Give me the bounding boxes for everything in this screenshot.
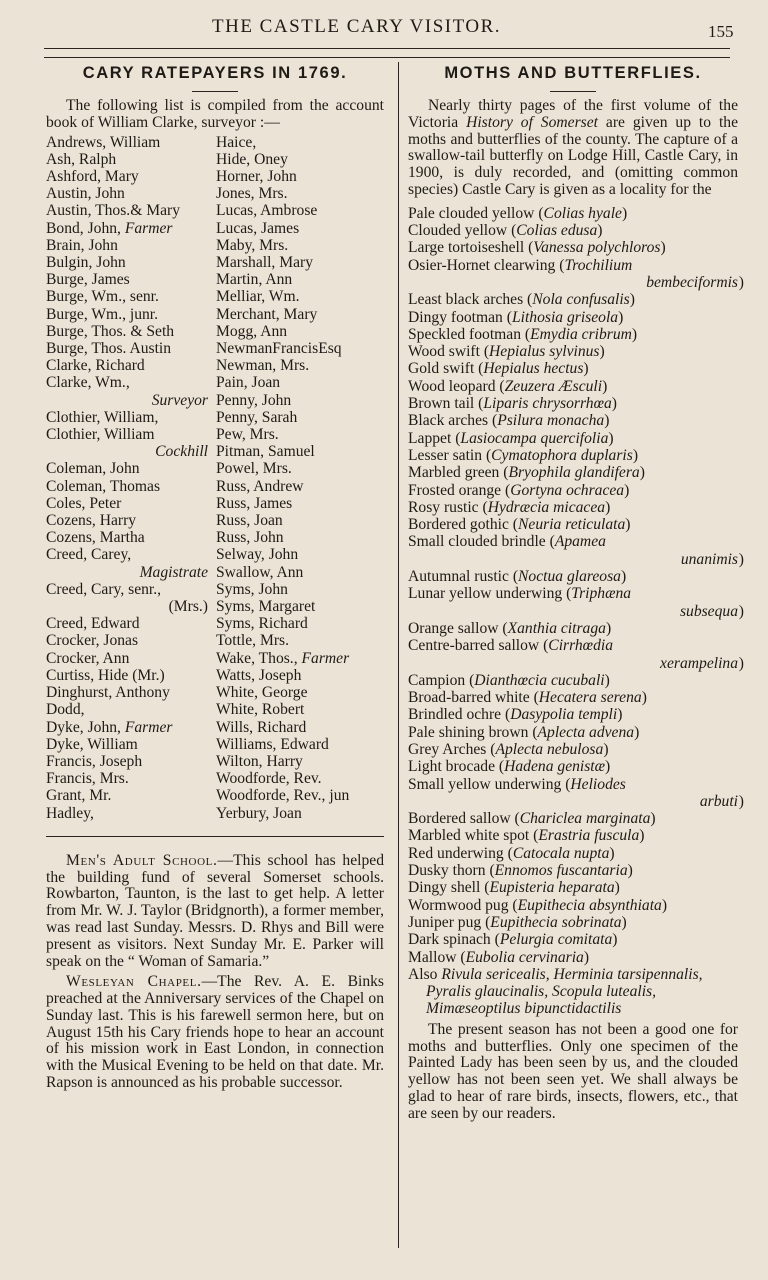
ratepayer-name-left: Clarke, Wm., <box>46 374 130 392</box>
ratepayer-name-right: Hide, Oney <box>216 150 288 168</box>
moth-entry: Autumnal rustic (Noctua glareosa) <box>408 568 627 586</box>
wesleyan-chapel-title: Wesleyan Chapel. <box>66 973 202 991</box>
moth-entry: Dingy footman (Lithosia griseola) <box>408 308 624 326</box>
ratepayer-name-left: Ashford, Mary <box>46 168 139 185</box>
moths-intro-end: are given up to the moths and butterflies of the county. The capture of a swallow-tail butterfly on Lodge Hill, Castle Cary, in 1900, is duly recorded, and (omitting common species) Castle Cary is given as a locality for the <box>408 113 739 198</box>
moth-common-name: Frosted orange <box>408 481 502 499</box>
moth-common-name: Wormwood pug <box>408 896 509 914</box>
adult-school-title: Men's Adult School. <box>66 851 218 869</box>
also-species: Rivula sericealis, Herminia tarsipennalis, Pyralis glaucinalis, Scopula lutealis, Mimæseoptilus bipunctidactilis <box>426 965 703 1018</box>
ratepayer-name-right: Woodforde, Rev., jun <box>216 787 350 805</box>
ratepayer-row <box>46 787 384 804</box>
moth-entry: Campion (Dianthœcia cucubali) <box>408 671 610 689</box>
moth-latin-name: Aplecta advena <box>537 723 635 741</box>
moths-intro-start: Nearly thirty pages of the first volume of the Victoria <box>408 97 738 131</box>
ratepayer-name-right: Pain, Joan <box>216 374 281 392</box>
moths-intro <box>408 98 738 199</box>
ratepayer-name-right: Powel, Mrs. <box>216 460 292 478</box>
moth-latin-name: Dianthœcia cucubali <box>474 671 605 689</box>
ratepayer-row <box>46 254 384 271</box>
moth-entry: Lesser satin (Cymatophora duplaris) <box>408 446 639 464</box>
ratepayer-row <box>46 185 384 202</box>
moth-latin-name: Eupisteria heparata <box>489 879 615 897</box>
ratepayer-name-left: Bond, John, Farmer <box>46 219 173 237</box>
moth-entry: Speckled footman (Emydia cribrum) <box>408 325 638 343</box>
ratepayer-name-right: Pew, Mrs. <box>216 426 279 444</box>
ratepayer-name-right: NewmanFrancisEsq <box>216 340 342 358</box>
ratepayer-name-left: (Mrs.) <box>168 598 208 616</box>
ratepayer-name-right: Syms, John <box>216 580 288 598</box>
moth-latin-name: Lithosia griseola <box>511 308 619 326</box>
ratepayer-name-left: Brain, John <box>46 236 118 254</box>
moth-latin-name: Hepialus sylvinus <box>489 343 600 361</box>
moth-latin-name: Eupithecia sobrinata <box>490 913 622 931</box>
ratepayer-row <box>46 323 384 340</box>
ratepayer-name-right: Wills, Richard <box>216 718 307 736</box>
moth-latin-name: Apamea <box>554 533 606 551</box>
moth-common-name: Speckled footman <box>408 325 522 343</box>
ratepayer-name-left: Clarke, Richard <box>46 357 145 375</box>
ratepayer-name-right: Swallow, Ann <box>216 563 304 581</box>
ratepayer-name-right: Penny, Sarah <box>216 408 298 426</box>
moth-entry: Dusky thorn (Ennomos fuscantaria) <box>408 862 633 880</box>
ratepayer-name-right: Haice, <box>216 133 257 151</box>
moth-entry: Wormwood pug (Eupithecia absynthiata) <box>408 896 668 914</box>
ratepayer-name-right: Newman, Mrs. <box>216 357 310 375</box>
ratepayer-row <box>46 753 384 770</box>
ratepayer-name-right: Lucas, Ambrose <box>216 202 318 220</box>
moth-common-name: Large tortoiseshell <box>408 239 525 257</box>
ratepayer-row <box>46 357 384 374</box>
moth-common-name: Marbled white spot <box>408 827 530 845</box>
wesleyan-chapel-paragraph <box>46 974 384 1092</box>
heading-rule <box>192 91 238 92</box>
moth-latin-name: Eubolia cervinaria <box>465 948 584 966</box>
header-rule <box>44 48 730 49</box>
ratepayer-name-left: Clothier, William <box>46 426 155 444</box>
ratepayer-row <box>46 220 384 237</box>
moth-common-name: Campion <box>408 671 466 689</box>
moth-common-name: Osier-Hornet clearwing <box>408 256 556 274</box>
ratepayer-row <box>46 598 384 615</box>
ratepayer-name-right: Woodforde, Rev. <box>216 770 322 788</box>
moth-entry: Broad-barred white (Hecatera serena) <box>408 689 647 707</box>
also-entry <box>408 966 738 1018</box>
ratepayer-name-right: White, Robert <box>216 701 305 719</box>
ratepayer-row <box>46 202 384 219</box>
ratepayer-row <box>46 615 384 632</box>
ratepayer-row <box>46 288 384 305</box>
ratepayer-name-left: Burge, James <box>46 271 130 289</box>
moth-latin-name: Nola confusalis <box>532 291 630 309</box>
ratepayer-name-left: Dinghurst, Anthony <box>46 684 170 702</box>
moth-entry: Bordered gothic (Neuria reticulata) <box>408 516 631 534</box>
adult-school-paragraph <box>46 853 384 971</box>
moth-latin-name: Gortyna ochracea <box>510 481 625 499</box>
moth-latin-name: Hydræcia micacea <box>487 498 606 516</box>
ratepayer-row <box>46 667 384 684</box>
ratepayer-name-left: Burge, Wm., junr. <box>46 305 159 323</box>
moth-entry: Light brocade (Hadena genistæ) <box>408 758 611 776</box>
ratepayer-row <box>46 495 384 512</box>
adult-school-text: —This school has helped the building fund of several Somerset schools. Rowbarton, Taunton, is the last to get help. A letter from Mr. W. J. Taylor (Bridgnorth), a former member, was read last Sunday. Messrs. D. Rhys and Bill were present as visitors. Next Sunday Mr. E. Parker will speak on the “ Woman of Samaria.” <box>46 851 385 970</box>
ratepayer-name-right: Syms, Richard <box>216 615 308 633</box>
moth-common-name: Juniper pug <box>408 913 482 931</box>
ratepayer-name-left: Austin, John <box>46 185 125 203</box>
ratepayer-name-left: Creed, Carey, <box>46 546 132 564</box>
wesleyan-chapel-text: —The Rev. A. E. Binks preached at the Anniversary services of the Chapel on Sunday last. This is his farewell sermon here, but on August 15th his Cary friends hope to hear an account of his mission work in East London, in connection with the Musical Evening to be held on that date. Mr. Rapson is announced as his probable successor. <box>46 973 384 1092</box>
moth-common-name: Bordered gothic <box>408 516 509 534</box>
ratepayer-name-left: Burge, Thos. & Seth <box>46 322 175 340</box>
moth-common-name: Light brocade <box>408 758 496 776</box>
ratepayer-name-left: Coleman, Thomas <box>46 477 161 495</box>
ratepayer-row <box>46 237 384 254</box>
moth-latin-name: Ennomos fuscantaria <box>494 862 628 880</box>
ratepayer-row <box>46 632 384 649</box>
moth-entry: Osier-Hornet clearwing (Trochilium bembeciformis ) <box>408 256 744 291</box>
moth-latin-name: Dasypolia templi <box>510 706 618 724</box>
moth-latin-name: Erastria fuscula <box>538 827 640 845</box>
ratepayer-list <box>46 134 384 822</box>
moth-entry: Marbled green (Bryophila glandifera) <box>408 464 645 482</box>
moth-latin-name: Aplecta nebulosa <box>495 740 604 758</box>
moth-entry: Juniper pug (Eupithecia sobrinata) <box>408 913 627 931</box>
moth-common-name: Lesser satin <box>408 446 483 464</box>
ratepayer-name-left: Hadley, <box>46 804 94 822</box>
ratepayer-name-left: Dyke, John, Farmer <box>46 718 173 736</box>
ratepayer-row <box>46 426 384 443</box>
ratepayer-row <box>46 306 384 323</box>
moth-latin-name-continued: bembeciformis <box>646 273 738 291</box>
moths-heading: MOTHS AND BUTTERFLIES. <box>444 64 702 82</box>
moth-common-name: Broad-barred white <box>408 689 530 707</box>
ratepayer-name-left: Andrews, William <box>46 133 161 151</box>
ratepayer-row <box>46 340 384 357</box>
ratepayer-name-left: Crocker, Jonas <box>46 632 139 650</box>
ratepayer-row <box>46 701 384 718</box>
ratepayer-name-left: Cozens, Harry <box>46 512 137 530</box>
left-column <box>46 60 384 1092</box>
ratepayer-row <box>46 546 384 563</box>
right-column <box>408 60 744 1123</box>
moth-entry: Brindled ochre (Dasypolia templi) <box>408 706 623 724</box>
moth-common-name: Lunar yellow underwing <box>408 585 563 603</box>
moth-common-name: Lappet <box>408 429 452 447</box>
moth-entry: Small clouded brindle (Apamea unanimis ) <box>408 533 744 568</box>
ratepayer-name-left: Ash, Ralph <box>46 150 117 168</box>
moth-common-name: Pale clouded yellow <box>408 204 535 222</box>
moth-entry: Mallow (Eubolia cervinaria) <box>408 948 590 966</box>
moth-latin-name: Hecatera serena <box>538 689 642 707</box>
ratepayer-name-right: Williams, Edward <box>216 735 329 753</box>
ratepayer-row <box>46 443 384 460</box>
moth-common-name: Dusky thorn <box>408 862 486 880</box>
ratepayer-name-right: Jones, Mrs. <box>216 185 288 203</box>
ratepayer-name-left: Clothier, William, <box>46 408 159 426</box>
moth-list <box>408 204 744 966</box>
ratepayer-row <box>46 736 384 753</box>
moth-common-name: Small clouded brindle <box>408 533 546 551</box>
ratepayer-name-left: Dodd, <box>46 701 85 719</box>
moth-latin-name: Lasiocampa quercifolia <box>460 429 609 447</box>
moth-entry: Wood swift (Hepialus sylvinus) <box>408 343 605 361</box>
moth-common-name: Dingy footman <box>408 308 503 326</box>
book-title: History of Somerset <box>466 113 598 131</box>
moth-entry: Bordered sallow (Chariclea marginata) <box>408 810 656 828</box>
moth-entry: Large tortoiseshell (Vanessa polychloros) <box>408 239 666 257</box>
moth-latin-name-continued: arbuti <box>699 792 738 810</box>
moth-entry: Black arches (Psilura monacha) <box>408 412 610 430</box>
ratepayer-row <box>46 374 384 391</box>
moth-common-name: Red underwing <box>408 844 504 862</box>
ratepayer-row <box>46 581 384 598</box>
moth-common-name: Clouded yellow <box>408 222 508 240</box>
ratepayer-name-right: Martin, Ann <box>216 271 293 289</box>
moth-latin-name: Colias edusa <box>516 222 598 240</box>
moth-entry: Dingy shell (Eupisteria heparata) <box>408 879 620 897</box>
ratepayer-name-right: Penny, John <box>216 391 292 409</box>
moth-common-name: Dingy shell <box>408 879 481 897</box>
page-number: 155 <box>708 22 734 41</box>
moth-latin-name: Cymatophora duplaris <box>491 446 633 464</box>
ratepayer-name-right: Russ, John <box>216 529 284 547</box>
moth-common-name: Rosy rustic <box>408 498 479 516</box>
ratepayer-name-right: Pitman, Samuel <box>216 443 315 461</box>
ratepayer-name-right: Syms, Margaret <box>216 598 316 616</box>
ratepayer-name-left: Creed, Edward <box>46 615 140 633</box>
moth-entry: Red underwing (Catocala nupta) <box>408 844 615 862</box>
moth-entry: Gold swift (Hepialus hectus) <box>408 360 589 378</box>
moth-latin-name: Cirrhœdia <box>548 637 614 655</box>
moth-latin-name-continued: subsequa <box>679 602 738 620</box>
ratepayer-name-right: Tottle, Mrs. <box>216 632 289 650</box>
moth-common-name: Brindled ochre <box>408 706 502 724</box>
ratepayer-name-left: Creed, Cary, senr., <box>46 580 162 598</box>
moth-common-name: Black arches <box>408 412 489 430</box>
ratepayer-row <box>46 478 384 495</box>
moth-common-name: Marbled green <box>408 464 500 482</box>
moth-latin-name: Catocala nupta <box>512 844 610 862</box>
moth-entry: Least black arches (Nola confusalis) <box>408 291 635 309</box>
moth-common-name: Wood swift <box>408 343 480 361</box>
section-rule <box>46 836 384 837</box>
ratepayer-name-right: Russ, Joan <box>216 512 283 530</box>
closing-paragraph: The present season has not been a good one for moths and butterflies. Only one specimen of the Painted Lady has been seen by us, and the clouded yellow has not been seen yet. We shall always be glad to hear of rare birds, insects, flowers, etc., that are seen by our readers. <box>408 1020 738 1122</box>
moth-entry: Lunar yellow underwing (Triphæna subsequa ) <box>408 585 744 620</box>
ratepayer-name-left: Coles, Peter <box>46 494 122 512</box>
ratepayer-row <box>46 392 384 409</box>
ratepayer-name-left: Cozens, Martha <box>46 529 145 547</box>
moth-common-name: Pale shining brown <box>408 723 529 741</box>
moth-latin-name: Bryophila glandifera <box>508 464 640 482</box>
publication-title: THE CASTLE CARY VISITOR. <box>212 16 502 37</box>
ratepayer-name-left: Magistrate <box>139 563 208 581</box>
ratepayer-row <box>46 564 384 581</box>
moth-latin-name: Pelurgia comitata <box>499 931 613 949</box>
moth-common-name: Bordered sallow <box>408 810 511 828</box>
running-header <box>0 14 768 42</box>
ratepayer-name-left: Cockhill <box>155 443 208 461</box>
moth-common-name: Least black arches <box>408 291 524 309</box>
moth-entry: Brown tail (Liparis chrysorrhœa) <box>408 395 617 413</box>
ratepayer-row <box>46 650 384 667</box>
ratepayer-name-left: Burge, Thos. Austin <box>46 340 172 358</box>
moth-latin-name-continued: xerampelina <box>660 654 738 672</box>
moth-entry: Small yellow underwing (Heliodes arbuti ) <box>408 775 744 810</box>
ratepayer-name-right: Lucas, James <box>216 219 300 237</box>
moth-latin-name: Hadena genistæ <box>504 758 606 776</box>
ratepayer-name-right: White, George <box>216 684 308 702</box>
ratepayer-name-left: Burge, Wm., senr. <box>46 288 159 306</box>
moth-latin-name: Psilura monacha <box>497 412 605 430</box>
moth-entry: Grey Arches (Aplecta nebulosa) <box>408 740 609 758</box>
moth-common-name: Wood leopard <box>408 377 496 395</box>
moth-common-name: Brown tail <box>408 395 475 413</box>
ratepayer-name-left: Curtiss, Hide (Mr.) <box>46 666 165 684</box>
ratepayer-name-right: Horner, John <box>216 168 297 185</box>
moth-latin-name: Noctua glareosa <box>518 568 621 586</box>
header-rule-lower <box>44 57 730 58</box>
moth-entry: Wood leopard (Zeuzera Æsculi) <box>408 377 608 395</box>
ratepayer-name-left: Grant, Mr. <box>46 787 112 805</box>
ratepayer-name-right: Russ, Andrew <box>216 477 304 495</box>
ratepayer-name-left: Austin, Thos.& Mary <box>46 202 180 220</box>
moth-latin-name: Vanessa polychloros <box>533 239 661 257</box>
ratepayer-row <box>46 409 384 426</box>
moth-entry: Rosy rustic (Hydræcia micacea) <box>408 498 611 516</box>
ratepayer-row <box>46 512 384 529</box>
moth-common-name: Mallow <box>408 948 457 966</box>
moth-latin-name-continued: unanimis <box>680 550 738 568</box>
moth-latin-name: Heliodes <box>570 775 626 793</box>
moth-entry: Pale clouded yellow (Colias hyale) <box>408 204 628 222</box>
moth-latin-name: Chariclea marginata <box>519 810 651 828</box>
moth-common-name: Dark spinach <box>408 931 491 949</box>
moth-latin-name: Zeuzera Æsculi <box>504 377 603 395</box>
moth-latin-name: Neuria reticulata <box>518 516 626 534</box>
ratepayer-name-right: Russ, James <box>216 494 293 512</box>
ratepayer-name-left: Francis, Mrs. <box>46 770 129 788</box>
ratepayer-name-left: Francis, Joseph <box>46 752 143 770</box>
ratepayer-name-right: Wake, Thos., Farmer <box>216 649 350 667</box>
moth-latin-name: Trochilium <box>564 256 633 274</box>
ratepayer-name-right: Selway, John <box>216 546 299 564</box>
also-prefix: Also <box>408 965 438 983</box>
moth-common-name: Gold swift <box>408 360 475 378</box>
ratepayer-name-right: Maby, Mrs. <box>216 236 289 254</box>
column-divider <box>398 62 399 1248</box>
moth-latin-name: Colias hyale <box>543 204 622 222</box>
moth-common-name: Small yellow underwing <box>408 775 562 793</box>
ratepayer-row <box>46 460 384 477</box>
moth-latin-name: Xanthia citraga <box>507 619 606 637</box>
moth-latin-name: Eupithecia absynthiata <box>517 896 662 914</box>
moth-latin-name: Emydia cribrum <box>530 325 632 343</box>
moth-latin-name: Liparis chrysorrhœa <box>483 395 612 413</box>
moth-entry: Frosted orange (Gortyna ochracea) <box>408 481 630 499</box>
moth-entry: Pale shining brown (Aplecta advena) <box>408 723 640 741</box>
ratepayer-name-left: Crocker, Ann <box>46 649 130 667</box>
ratepayer-name-left: Surveyor <box>151 391 208 409</box>
moth-common-name: Centre-barred sallow <box>408 637 540 655</box>
ratepayer-name-right: Melliar, Wm. <box>216 288 300 306</box>
ratepayer-row <box>46 271 384 288</box>
ratepayer-name-left: Coleman, John <box>46 460 140 478</box>
ratepayer-name-left: Dyke, William <box>46 735 138 753</box>
moth-entry: Centre-barred sallow (Cirrhœdia xerampelina ) <box>408 637 744 672</box>
ratepayer-name-left: Bulgin, John <box>46 254 126 272</box>
ratepayer-name-right: Wilton, Harry <box>216 752 303 770</box>
heading-rule <box>550 91 596 92</box>
ratepayer-name-right: Watts, Joseph <box>216 666 302 684</box>
moth-entry: Orange sallow (Xanthia citraga) <box>408 619 612 637</box>
ratepayer-name-right: Merchant, Mary <box>216 305 318 323</box>
moth-entry: Lappet (Lasiocampa quercifolia) <box>408 429 614 447</box>
moth-latin-name: Triphæna <box>571 585 632 603</box>
ratepayer-row <box>46 770 384 787</box>
ratepayer-row <box>46 719 384 736</box>
ratepayer-row <box>46 529 384 546</box>
moth-entry: Marbled white spot (Erastria fuscula) <box>408 827 645 845</box>
moth-latin-name: Hepialus hectus <box>483 360 584 378</box>
moth-entry: Clouded yellow (Colias edusa) <box>408 222 603 240</box>
moth-entry: Dark spinach (Pelurgia comitata) <box>408 931 618 949</box>
moth-common-name: Autumnal rustic <box>408 568 509 586</box>
ratepayer-name-right: Mogg, Ann <box>216 322 288 340</box>
ratepayer-row <box>46 134 384 151</box>
ratepayer-row <box>46 684 384 701</box>
ratepayer-name-right: Marshall, Mary <box>216 254 314 272</box>
ratepayers-intro: The following list is compiled from the account book of William Clarke, surveyor :— <box>46 97 384 131</box>
ratepayer-row <box>46 151 384 168</box>
moth-common-name: Orange sallow <box>408 619 499 637</box>
ratepayer-row <box>46 805 384 822</box>
ratepayer-row <box>46 168 384 185</box>
ratepayers-heading: CARY RATEPAYERS IN 1769. <box>82 64 348 82</box>
moth-common-name: Grey Arches <box>408 740 487 758</box>
ratepayer-name-right: Yerbury, Joan <box>216 804 302 822</box>
